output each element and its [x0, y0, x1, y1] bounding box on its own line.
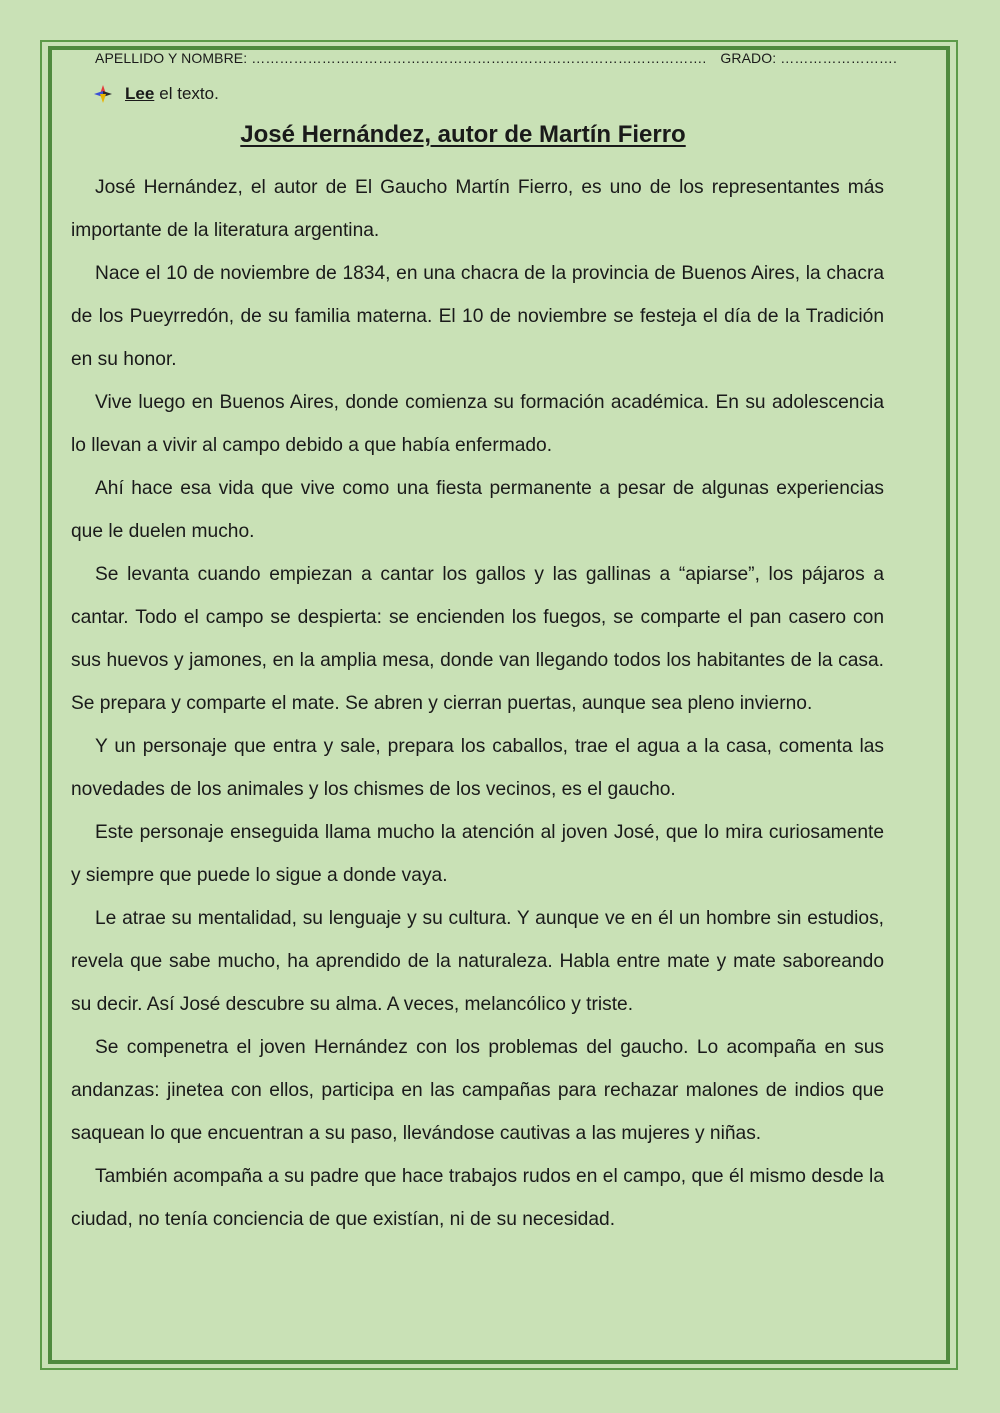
reading-text — [71, 166, 884, 1241]
paragraph: Se levanta cuando empiezan a cantar los gallos y las gallinas a “apiarse”, los pájaros a cantar. Todo el campo se despierta: se encienden los fuegos, se comparte el pan casero con sus huevos y jamones, en la amplia mesa, donde van llegando todos los habitantes de la casa. Se prepara y comparte el mate. Se abren y cierran puertas, aunque sea pleno invierno. — [71, 564, 884, 714]
paragraph: Vive luego en Buenos Aires, donde comienza su formación académica. En su adolescencia lo llevan a vivir al campo debido a que había enfermado. — [71, 392, 884, 456]
paragraph: José Hernández, el autor de El Gaucho Martín Fierro, es uno de los representantes más importante de la literatura argentina. — [71, 177, 884, 241]
instruction-text: el texto. — [159, 84, 219, 103]
student-header — [95, 50, 898, 66]
paragraph: Nace el 10 de noviembre de 1834, en una chacra de la provincia de Buenos Aires, la chacra de los Pueyrredón, de su familia materna. El 10 de noviembre se festeja el día de la Tradición en su honor. — [71, 263, 884, 370]
paragraph: Este personaje enseguida llama mucho la atención al joven José, que lo mira curiosamente y siempre que puede lo sigue a donde vaya. — [71, 822, 884, 886]
star-bullet-icon — [93, 84, 113, 104]
paragraph: También acompaña a su padre que hace trabajos rudos en el campo, que él mismo desde la ciudad, no tenía conciencia de que existían, ni de su necesidad. — [71, 1166, 884, 1230]
grade-field-label: GRADO: ……………………. — [720, 50, 898, 66]
name-field-label: APELLIDO Y NOMBRE: ……………………………………………………………………………………. — [95, 50, 707, 66]
page-title: José Hernández, autor de Martín Fierro — [240, 121, 686, 148]
instruction-verb: Lee — [125, 84, 155, 103]
paragraph: Le atrae su mentalidad, su lenguaje y su cultura. Y aunque ve en él un hombre sin estudios, revela que sabe mucho, ha aprendido de la naturaleza. Habla entre mate y mate saboreando su decir. Así José descubre su alma. A veces, melancólico y triste. — [71, 908, 884, 1015]
paragraph: Se compenetra el joven Hernández con los problemas del gaucho. Lo acompaña en sus andanzas: jinetea con ellos, participa en las campañas para rechazar malones de indios que saquean lo que encuentran a su paso, llevándose cautivas a las mujeres y niñas. — [71, 1037, 884, 1144]
paragraph: Ahí hace esa vida que vive como una fiesta permanente a pesar de algunas experiencias que le duelen mucho. — [71, 478, 884, 542]
instruction-line — [93, 84, 219, 104]
paragraph: Y un personaje que entra y sale, prepara los caballos, trae el agua a la casa, comenta las novedades de los animales y los chismes de los vecinos, es el gaucho. — [71, 736, 884, 800]
